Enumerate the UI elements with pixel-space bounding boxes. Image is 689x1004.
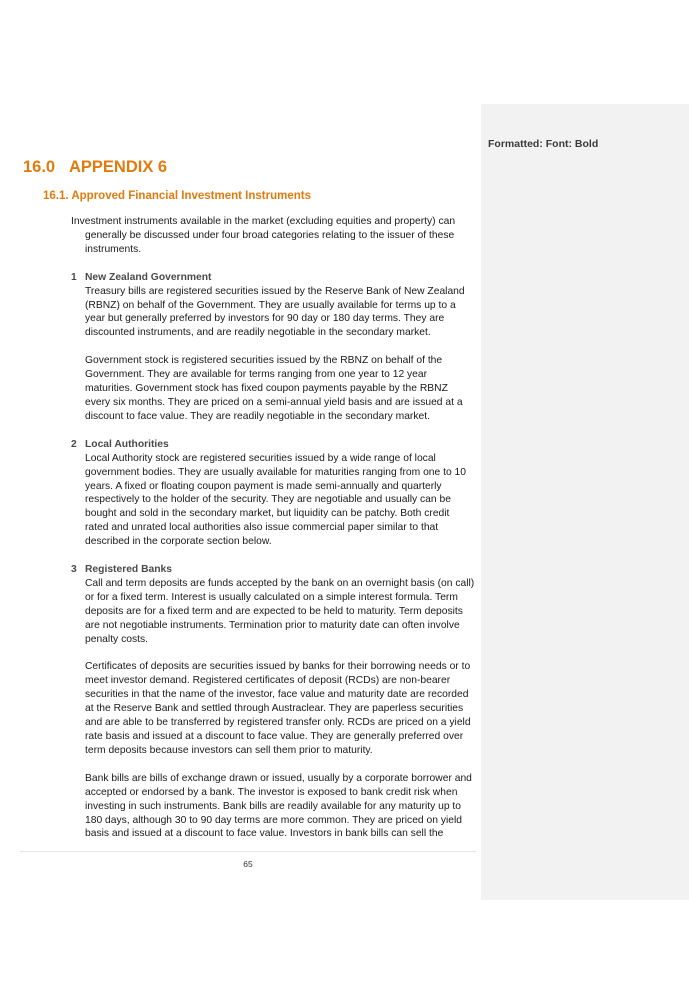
section-number: 3 (71, 564, 77, 576)
section-heading (71, 563, 475, 577)
heading-title: APPENDIX 6 (69, 158, 168, 176)
section-title: Registered Banks (85, 564, 172, 576)
page-number: 65 (243, 859, 253, 869)
paragraph-treasury-bills: Treasury bills are registered securities issued by the Reserve Bank of New Zealand (RBNZ) on behalf of the Government. They are usually available for terms up to a year but generally preferred by investors for 90 day or 180 day terms. They are discounted instruments, and are readily negotiable in the secondary market. (85, 285, 465, 339)
section-number: 1 (71, 271, 77, 283)
section-title: New Zealand Government (85, 271, 212, 283)
intro-paragraph: Investment instruments available in the market (excluding equities and property) can generally be discussed under four broad categories relating to the issuer of these instruments. (71, 216, 456, 255)
comment-margin-pane (481, 104, 689, 900)
document-body (71, 215, 475, 855)
paragraph-certificates-of-deposit: Certificates of deposits are securities issued by banks for their borrowing needs or to meet investor demand. Registered certificates of deposit (RCDs) are non-bearer securities in that the name of the investor, face value and maturity date are recorded at the Reserve Bank and settled through Austraclear. They are paperless securities and are able to be transferred by registered transfer only. RCDs are priced on a yield rate basis and issued at a discount to face value. They are generally preferred over term deposits because investors can sell them prior to maturity. (85, 661, 471, 756)
paragraph-bank-bills: Bank bills are bills of exchange drawn or issued, usually by a corporate borrower and accepted or endorsed by a bank. The investor is exposed to bank credit risk when investing in such instruments. Bank bills are readily available for any maturity up to 180 days, although 30 to 90 day terms are more common. They are priced on yield basis and issued at a discount to face value. Investors in bank bills can sell the (85, 772, 472, 840)
section-heading (71, 438, 475, 452)
paragraph-call-term-deposits: Call and term deposits are funds accepted by the bank on an overnight basis (on call) or for a fixed term. Interest is usually calculated on a simple interest formula. Term deposits are for a fixed term and are expected to be held to maturity. Term deposits are not negotiable instruments. Termination prior to maturity date can often involve penalty costs. (85, 577, 475, 645)
heading-number: 16.0 (23, 158, 56, 176)
section-subheading: 16.1. Approved Financial Investment Instruments (43, 190, 311, 202)
section-local-authorities (71, 438, 475, 549)
paragraph-government-stock: Government stock is registered securities issued by the RBNZ on behalf of the Government. They are available for terms ranging from one year to 12 year maturities. Government stock has fixed coupon payments payable by the RBNZ every six months. They are priced on a semi-annual yield basis and are issued at a discount to face value. They are readily negotiable in the secondary market. (85, 355, 463, 422)
comment-balloon-text: Formatted: Font: Bold (488, 138, 599, 150)
section-registered-banks (71, 563, 475, 841)
section-number: 2 (71, 438, 77, 450)
paragraph-local-authority-stock: Local Authority stock are registered securities issued by a wide range of local government bodies. They are usually available for maturities ranging from one to 10 years. A fixed or floating coupon payment is made semi-annually and quarterly respectively to the holder of the security. They are negotiable and usually can be bought and sold in the secondary market, but liquidity can be patchy. Both credit rated and unrated local authorities also issue commercial paper similar to that described in the corporate section below. (85, 452, 467, 548)
footer-divider (20, 851, 476, 852)
section-title: Local Authorities (85, 438, 169, 450)
section-new-zealand-government (71, 271, 475, 424)
section-heading (71, 271, 475, 285)
appendix-heading (23, 158, 167, 177)
